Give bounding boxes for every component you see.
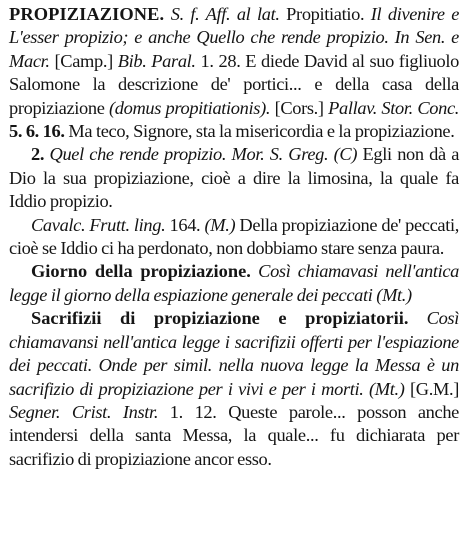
source-citation: Mor. S. Greg. bbox=[231, 144, 329, 165]
editor-mark: (Mt.) bbox=[376, 284, 412, 305]
latin-gloss: (domus propitiationis). bbox=[109, 97, 271, 118]
sense-2 bbox=[9, 143, 459, 213]
definition: Il divenire e L'esser propizio; e anche Quello che rende propizio. bbox=[9, 4, 460, 48]
definition: Quel che rende propizio. bbox=[49, 144, 227, 165]
citation-number: 1. 28. bbox=[200, 50, 241, 71]
grammar-note: S. f. Aff. al lat. bbox=[170, 4, 280, 24]
editor-mark: (M.) bbox=[204, 214, 236, 235]
source-citation: Pallav. Stor. Conc. bbox=[328, 97, 460, 118]
latin-etymon: Propitiatio. bbox=[286, 4, 365, 24]
citation-number: 164. bbox=[169, 214, 201, 235]
quotation: E diede David al suo figliuolo Salomone la descrizione de' portici... e della casa della propiziazione bbox=[9, 50, 459, 118]
subentry-giorno bbox=[9, 260, 459, 307]
quotation: Egli non dà a Dio la sua propiziazione, cioè a dire la limosina, la quale fa Iddio propizio. bbox=[9, 144, 460, 212]
source-citation: Segner. Crist. Instr. bbox=[9, 401, 159, 422]
editor-mark: [Camp.] bbox=[54, 50, 113, 71]
citation-number: 5. 6. 16. bbox=[9, 121, 65, 142]
editor-mark: (C) bbox=[333, 144, 358, 165]
sense-number: 2. bbox=[31, 144, 45, 165]
headword: PROPIZIAZIONE. bbox=[9, 4, 165, 24]
editor-mark: [G.M.] bbox=[410, 378, 460, 399]
sense-2-citation bbox=[9, 214, 459, 261]
definition: Così chiamavasi nell'antica legge il giorno della espiazione generale dei peccati bbox=[9, 261, 459, 305]
editor-mark: [Cors.] bbox=[274, 97, 324, 118]
main-entry bbox=[9, 3, 459, 143]
editor-mark: (Mt.) bbox=[369, 378, 405, 399]
definition: Così chiamavansi nell'antica legge i sacrifizii offerti per l'espiazione dei peccati. Onde per simil. nella nuova legge la Messa è un sacrifizio di propiziazione per i vivi e per i morti. bbox=[9, 308, 459, 399]
phrase-headword: Sacrifizii di propiziazione e propiziatorii. bbox=[31, 308, 409, 329]
quotation: Queste parole... posson anche intendersi della santa Messa, la quale... fu dichiarata per sacrifizio di propiziazione ancor esso. bbox=[9, 401, 459, 469]
source-citation: Cavalc. Frutt. ling. bbox=[31, 214, 166, 235]
citation-number: 1. 12. bbox=[169, 401, 217, 422]
quotation: Della propiziazione de' peccati, cioè se Iddio ci ha perdonato, non dobbiamo stare senza paura. bbox=[9, 214, 460, 259]
source-citation: In Sen. e Macr. bbox=[9, 27, 459, 71]
source-citation: Bib. Paral. bbox=[117, 50, 196, 71]
subentry-sacrifizii bbox=[9, 307, 459, 471]
phrase-headword: Giorno della propiziazione. bbox=[31, 261, 251, 282]
quotation: Ma teco, Signore, sta la misericordia e la propiziazione. bbox=[68, 121, 455, 142]
